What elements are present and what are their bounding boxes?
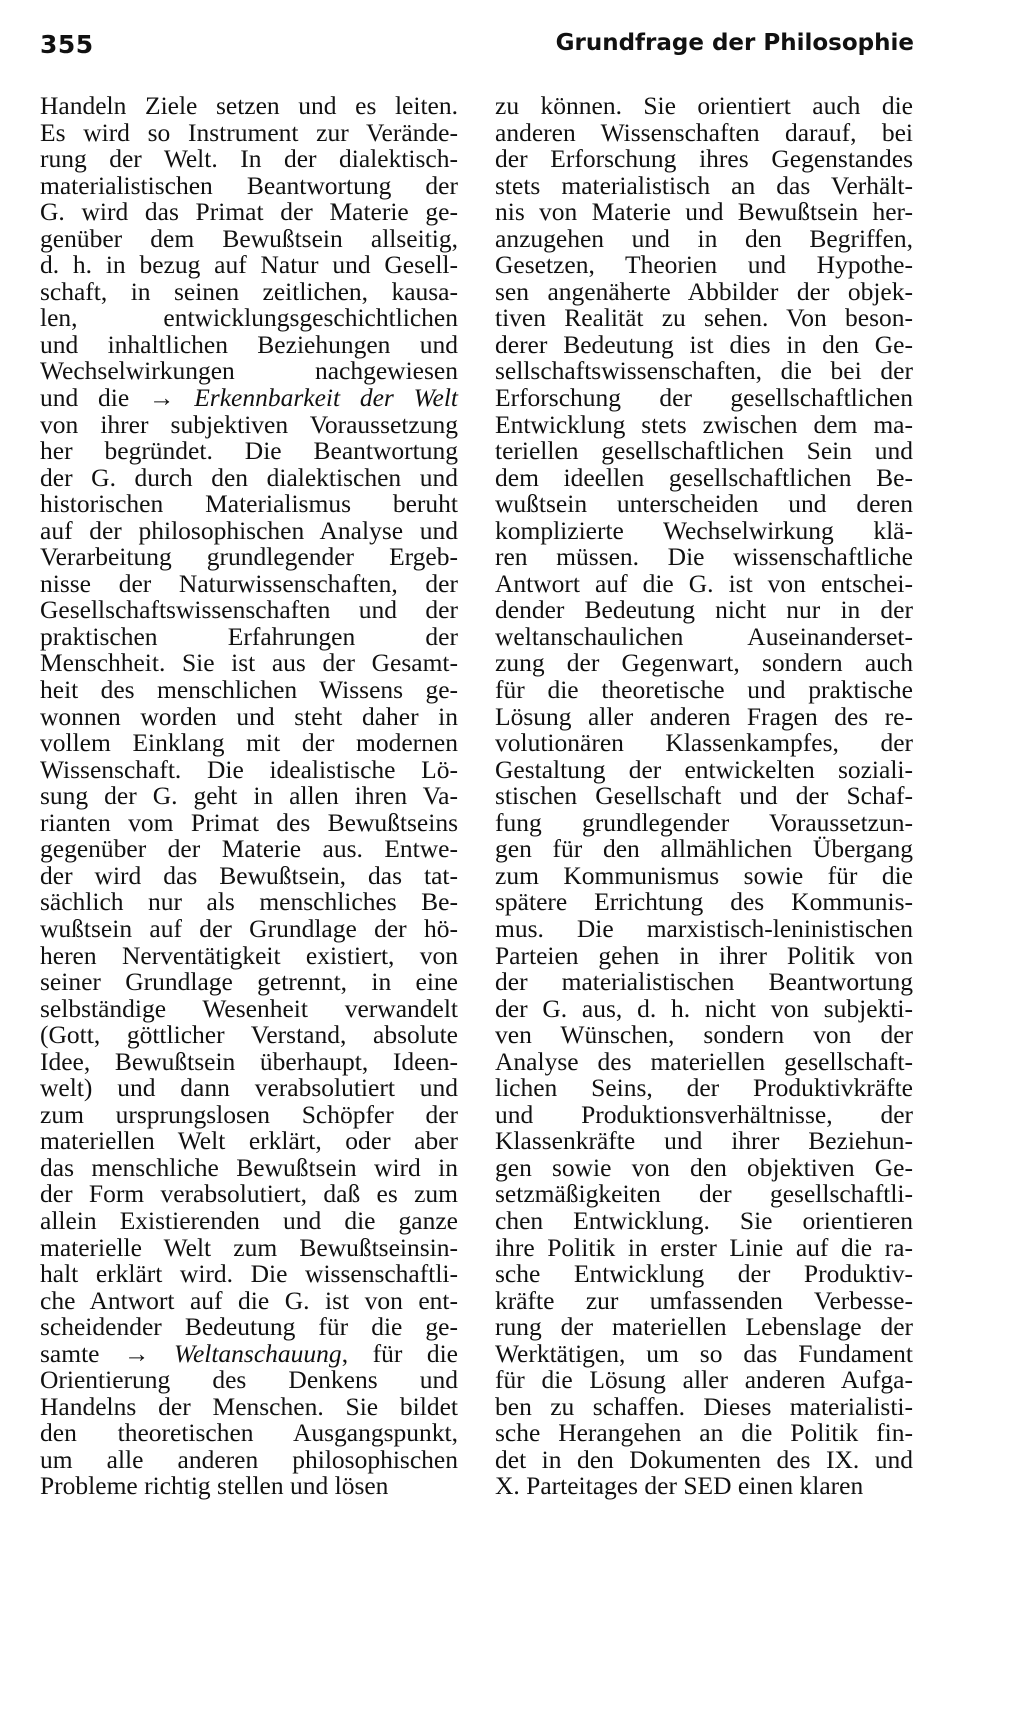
text-line: zum Kommunismus sowie für die xyxy=(495,860,913,890)
text-line: ven Wünschen, sondern von der xyxy=(495,1020,913,1050)
text-line: heit des menschlichen Wissens ge- xyxy=(40,675,458,705)
text-line: sche Herangehen an die Politik fin- xyxy=(495,1418,913,1448)
page-number: 355 xyxy=(40,30,94,59)
text-line: vollem Einklang mit der modernen xyxy=(40,728,458,758)
text-line: der Erforschung ihres Gegenstandes xyxy=(495,144,913,174)
text-line: welt) und dann verabsolutiert und xyxy=(40,1073,458,1103)
text-line: Klassenkräfte und ihrer Beziehun- xyxy=(495,1126,913,1156)
text-line: gegenüber der Materie aus. Entwe- xyxy=(40,834,458,864)
text-line: Gesetzen, Theorien und Hypothe- xyxy=(495,250,913,280)
text-line: Gestaltung der entwickelten soziali- xyxy=(495,754,913,784)
text-column-left xyxy=(40,93,458,1500)
text-line: Es wird so Instrument zur Verände- xyxy=(40,117,458,147)
text-line: stets materialistisch an das Verhält- xyxy=(495,170,913,200)
text-line: von ihrer subjektiven Voraussetzung xyxy=(40,409,458,439)
text-line: chen Entwicklung. Sie orientieren xyxy=(495,1205,913,1235)
text-line: det in den Dokumenten des IX. und xyxy=(495,1444,913,1474)
text-line: sche Entwicklung der Produktiv- xyxy=(495,1259,913,1289)
text-line: gen für den allmählichen Übergang xyxy=(495,834,913,864)
text-line: Wechselwirkungen nachgewiesen xyxy=(40,356,458,386)
text-line: ren müssen. Die wissenschaftliche xyxy=(495,542,913,572)
text-line: che Antwort auf die G. ist von ent- xyxy=(40,1285,458,1315)
text-line: für die Lösung aller anderen Aufga- xyxy=(495,1365,913,1395)
text-line: sung der G. geht in allen ihren Va- xyxy=(40,781,458,811)
text-line: scheidender Bedeutung für die ge- xyxy=(40,1312,458,1342)
text-line: anderen Wissenschaften darauf, bei xyxy=(495,117,913,147)
text-line: um alle anderen philosophischen xyxy=(40,1444,458,1474)
text-line: der Form verabsolutiert, daß es zum xyxy=(40,1179,458,1209)
text-line: gen sowie von den objektiven Ge- xyxy=(495,1152,913,1182)
text-line: der G. durch den dialektischen und xyxy=(40,462,458,492)
text-line: und inhaltlichen Beziehungen und xyxy=(40,329,458,359)
text-line: seiner Grundlage getrennt, in eine xyxy=(40,967,458,997)
text-line: wußtsein auf der Grundlage der hö- xyxy=(40,913,458,943)
text-line: X. Parteitages der SED einen klaren xyxy=(495,1471,864,1501)
text-line: d. h. in bezug auf Natur und Gesell- xyxy=(40,250,458,280)
text-line: auf der philosophischen Analyse und xyxy=(40,515,458,545)
text-line: volutionären Klassenkampfes, der xyxy=(495,728,913,758)
text-line: zu können. Sie orientiert auch die xyxy=(495,91,913,120)
text-line: dender Bedeutung nicht nur in der xyxy=(495,595,913,625)
text-line: Wissenschaft. Die idealistische Lö- xyxy=(40,754,458,784)
text-line: stischen Gesellschaft und der Schaf- xyxy=(495,781,913,811)
text-line: Lösung aller anderen Fragen des re- xyxy=(495,701,913,731)
text-line: selbständige Wesenheit verwandelt xyxy=(40,993,458,1023)
text-line: nisse der Naturwissenschaften, der xyxy=(40,568,458,598)
text-line: genüber dem Bewußtsein allseitig, xyxy=(40,223,458,253)
text-line: derer Bedeutung ist dies in den Ge- xyxy=(495,329,913,359)
text-line: anzugehen und in den Begriffen, xyxy=(495,223,913,253)
text-line: sellschaftswissenschaften, die bei der xyxy=(495,356,913,386)
text-line: her begründet. Die Beantwortung xyxy=(40,436,458,466)
text-line: Menschheit. Sie ist aus der Gesamt- xyxy=(40,648,458,678)
text-line: materialistischen Beantwortung der xyxy=(40,170,458,200)
text-line: und Produktionsverhältnisse, der xyxy=(495,1099,913,1129)
text-line: Handeln Ziele setzen und es leiten. xyxy=(40,91,458,120)
text-line: Antwort auf die G. ist von entschei- xyxy=(495,568,913,598)
text-line: und die → Erkennbarkeit der Welt xyxy=(40,383,459,413)
text-line: len, entwicklungsgeschichtlichen xyxy=(40,303,458,333)
text-line: spätere Errichtung des Kommunis- xyxy=(495,887,913,917)
text-line: Erforschung der gesellschaftlichen xyxy=(495,383,913,413)
text-line: Verarbeitung grundlegender Ergeb- xyxy=(40,542,458,572)
text-line: zung der Gegenwart, sondern auch xyxy=(495,648,913,678)
text-line: schaft, in seinen zeitlichen, kausa- xyxy=(40,276,458,306)
text-line: Probleme richtig stellen und lösen xyxy=(40,1471,389,1501)
text-line: samte → Weltanschauung, für die xyxy=(40,1338,459,1368)
text-line: für die theoretische und praktische xyxy=(495,675,913,705)
text-line: mus. Die marxistisch-leninistischen xyxy=(495,913,913,943)
running-title: Grundfrage der Philosophie xyxy=(555,30,914,56)
text-line: ihre Politik in erster Linie auf die ra- xyxy=(495,1232,913,1262)
text-line: komplizierte Wechselwirkung klä- xyxy=(495,515,913,545)
text-line: rianten vom Primat des Bewußtseins xyxy=(40,807,458,837)
text-line: setzmäßigkeiten der gesellschaftli- xyxy=(495,1179,913,1209)
text-line: Parteien gehen in ihrer Politik von xyxy=(495,940,913,970)
text-line: Idee, Bewußtsein überhaupt, Ideen- xyxy=(40,1046,458,1076)
text-line: sen angenäherte Abbilder der objek- xyxy=(495,276,913,306)
text-line: der materialistischen Beantwortung xyxy=(495,967,913,997)
text-line: kräfte zur umfassenden Verbesse- xyxy=(495,1285,913,1315)
text-line: materiellen Welt erklärt, oder aber xyxy=(40,1126,458,1156)
text-line: Analyse des materiellen gesellschaft- xyxy=(495,1046,913,1076)
text-line: rung der Welt. In der dialektisch- xyxy=(40,144,458,174)
text-line: wußtsein unterscheiden und deren xyxy=(495,489,913,519)
text-line: materielle Welt zum Bewußtseinsin- xyxy=(40,1232,458,1262)
text-line: praktischen Erfahrungen der xyxy=(40,621,458,651)
text-line: teriellen gesellschaftlichen Sein und xyxy=(495,436,913,466)
text-line: der wird das Bewußtsein, das tat- xyxy=(40,860,458,890)
text-line: ben zu schaffen. Dieses materialisti- xyxy=(495,1391,913,1421)
text-line: halt erklärt wird. Die wissenschaftli- xyxy=(40,1259,458,1289)
text-line: (Gott, göttlicher Verstand, absolute xyxy=(40,1020,458,1050)
text-line: allein Existierenden und die ganze xyxy=(40,1205,458,1235)
text-line: fung grundlegender Voraussetzun- xyxy=(495,807,913,837)
text-line: heren Nerventätigkeit existiert, von xyxy=(40,940,458,970)
text-line: Handelns der Menschen. Sie bildet xyxy=(40,1391,458,1421)
text-line: Werktätigen, um so das Fundament xyxy=(495,1338,913,1368)
text-line: wonnen worden und steht daher in xyxy=(40,701,458,731)
text-line: der G. aus, d. h. nicht von subjekti- xyxy=(495,993,913,1023)
text-line: tiven Realität zu sehen. Von beson- xyxy=(495,303,913,333)
text-line: sächlich nur als menschliches Be- xyxy=(40,887,458,917)
text-line: dem ideellen gesellschaftlichen Be- xyxy=(495,462,913,492)
text-line: Orientierung des Denkens und xyxy=(40,1365,458,1395)
text-line: den theoretischen Ausgangspunkt, xyxy=(40,1418,458,1448)
text-line: Entwicklung stets zwischen dem ma- xyxy=(495,409,913,439)
text-line: nis von Materie und Bewußtsein her- xyxy=(495,197,913,227)
text-line: lichen Seins, der Produktivkräfte xyxy=(495,1073,913,1103)
text-column-right xyxy=(495,93,913,1500)
text-line: das menschliche Bewußtsein wird in xyxy=(40,1152,458,1182)
text-line: historischen Materialismus beruht xyxy=(40,489,458,519)
text-line: weltanschaulichen Auseinanderset- xyxy=(495,621,913,651)
text-line: G. wird das Primat der Materie ge- xyxy=(40,197,458,227)
text-line: Gesellschaftswissenschaften und der xyxy=(40,595,458,625)
text-line: rung der materiellen Lebenslage der xyxy=(495,1312,913,1342)
text-line: zum ursprungslosen Schöpfer der xyxy=(40,1099,458,1129)
